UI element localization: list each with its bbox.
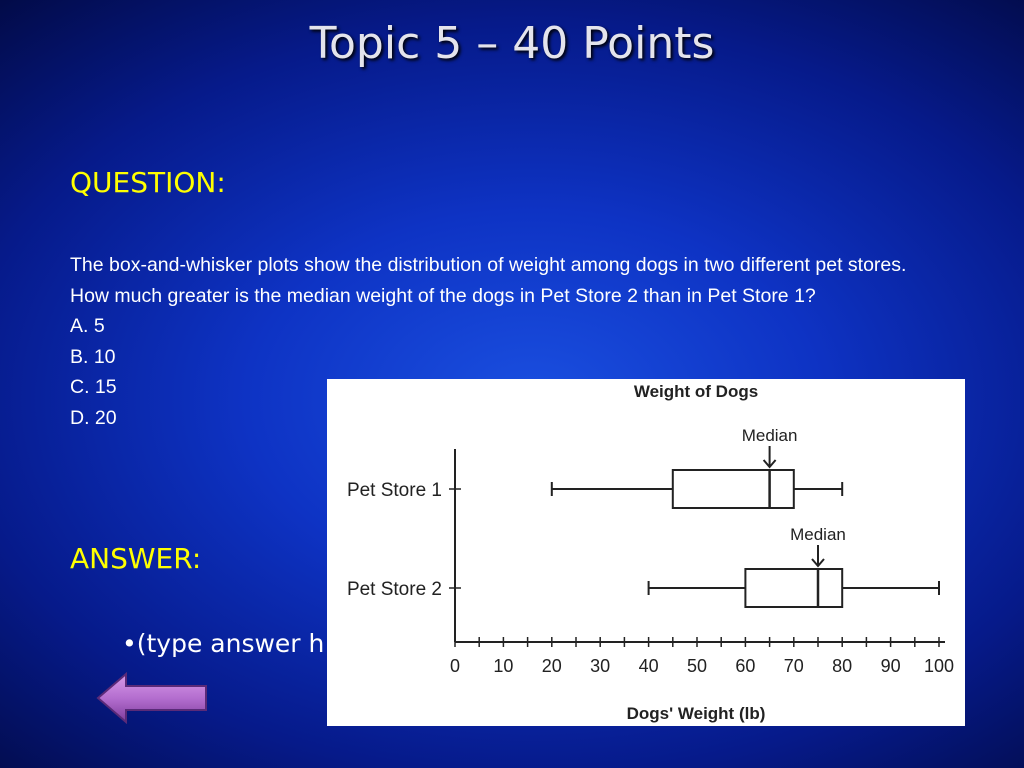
- median-annotation: Median: [741, 426, 798, 445]
- choice-a: A. 5: [70, 315, 105, 337]
- x-tick-label: 80: [832, 656, 853, 676]
- x-tick-label: 90: [880, 656, 901, 676]
- x-tick-label: 40: [638, 656, 659, 676]
- x-axis-label: Dogs' Weight (lb): [626, 704, 766, 723]
- chart-title: Weight of Dogs: [633, 382, 759, 401]
- x-tick-label: 10: [493, 656, 514, 676]
- left-arrow-icon: [96, 672, 208, 724]
- answer-placeholder[interactable]: •(type answer h: [122, 629, 325, 658]
- x-tick-label: 100: [923, 656, 955, 676]
- question-heading: QUESTION:: [70, 166, 226, 199]
- slide-title: Topic 5 – 40 Points: [309, 18, 715, 69]
- box-plot-chart: [327, 379, 965, 726]
- back-button[interactable]: [96, 672, 208, 724]
- choice-d: D. 20: [70, 406, 117, 429]
- category-label: Pet Store 2: [346, 579, 442, 600]
- x-tick-label: 0: [449, 656, 461, 676]
- x-tick-label: 20: [541, 656, 562, 676]
- box-plot-svg: [327, 379, 965, 726]
- question-text-prompt: How much greater is the median weight of the dogs in Pet Store 2 than in Pet Store 1?: [70, 284, 816, 307]
- category-label: Pet Store 1: [346, 480, 442, 501]
- choice-b: B. 10: [70, 345, 116, 368]
- x-tick-label: 50: [686, 656, 708, 676]
- iqr-box: [673, 470, 794, 508]
- median-annotation: Median: [790, 525, 846, 544]
- iqr-box: [745, 569, 842, 607]
- x-tick-label: 70: [783, 656, 804, 676]
- question-text-intro: The box-and-whisker plots show the distribution of weight among dogs in two different pet stores.: [70, 254, 907, 276]
- choice-c: C. 15: [70, 376, 117, 398]
- answer-heading: ANSWER:: [70, 542, 202, 575]
- x-tick-label: 30: [590, 656, 611, 676]
- x-tick-label: 60: [735, 656, 756, 676]
